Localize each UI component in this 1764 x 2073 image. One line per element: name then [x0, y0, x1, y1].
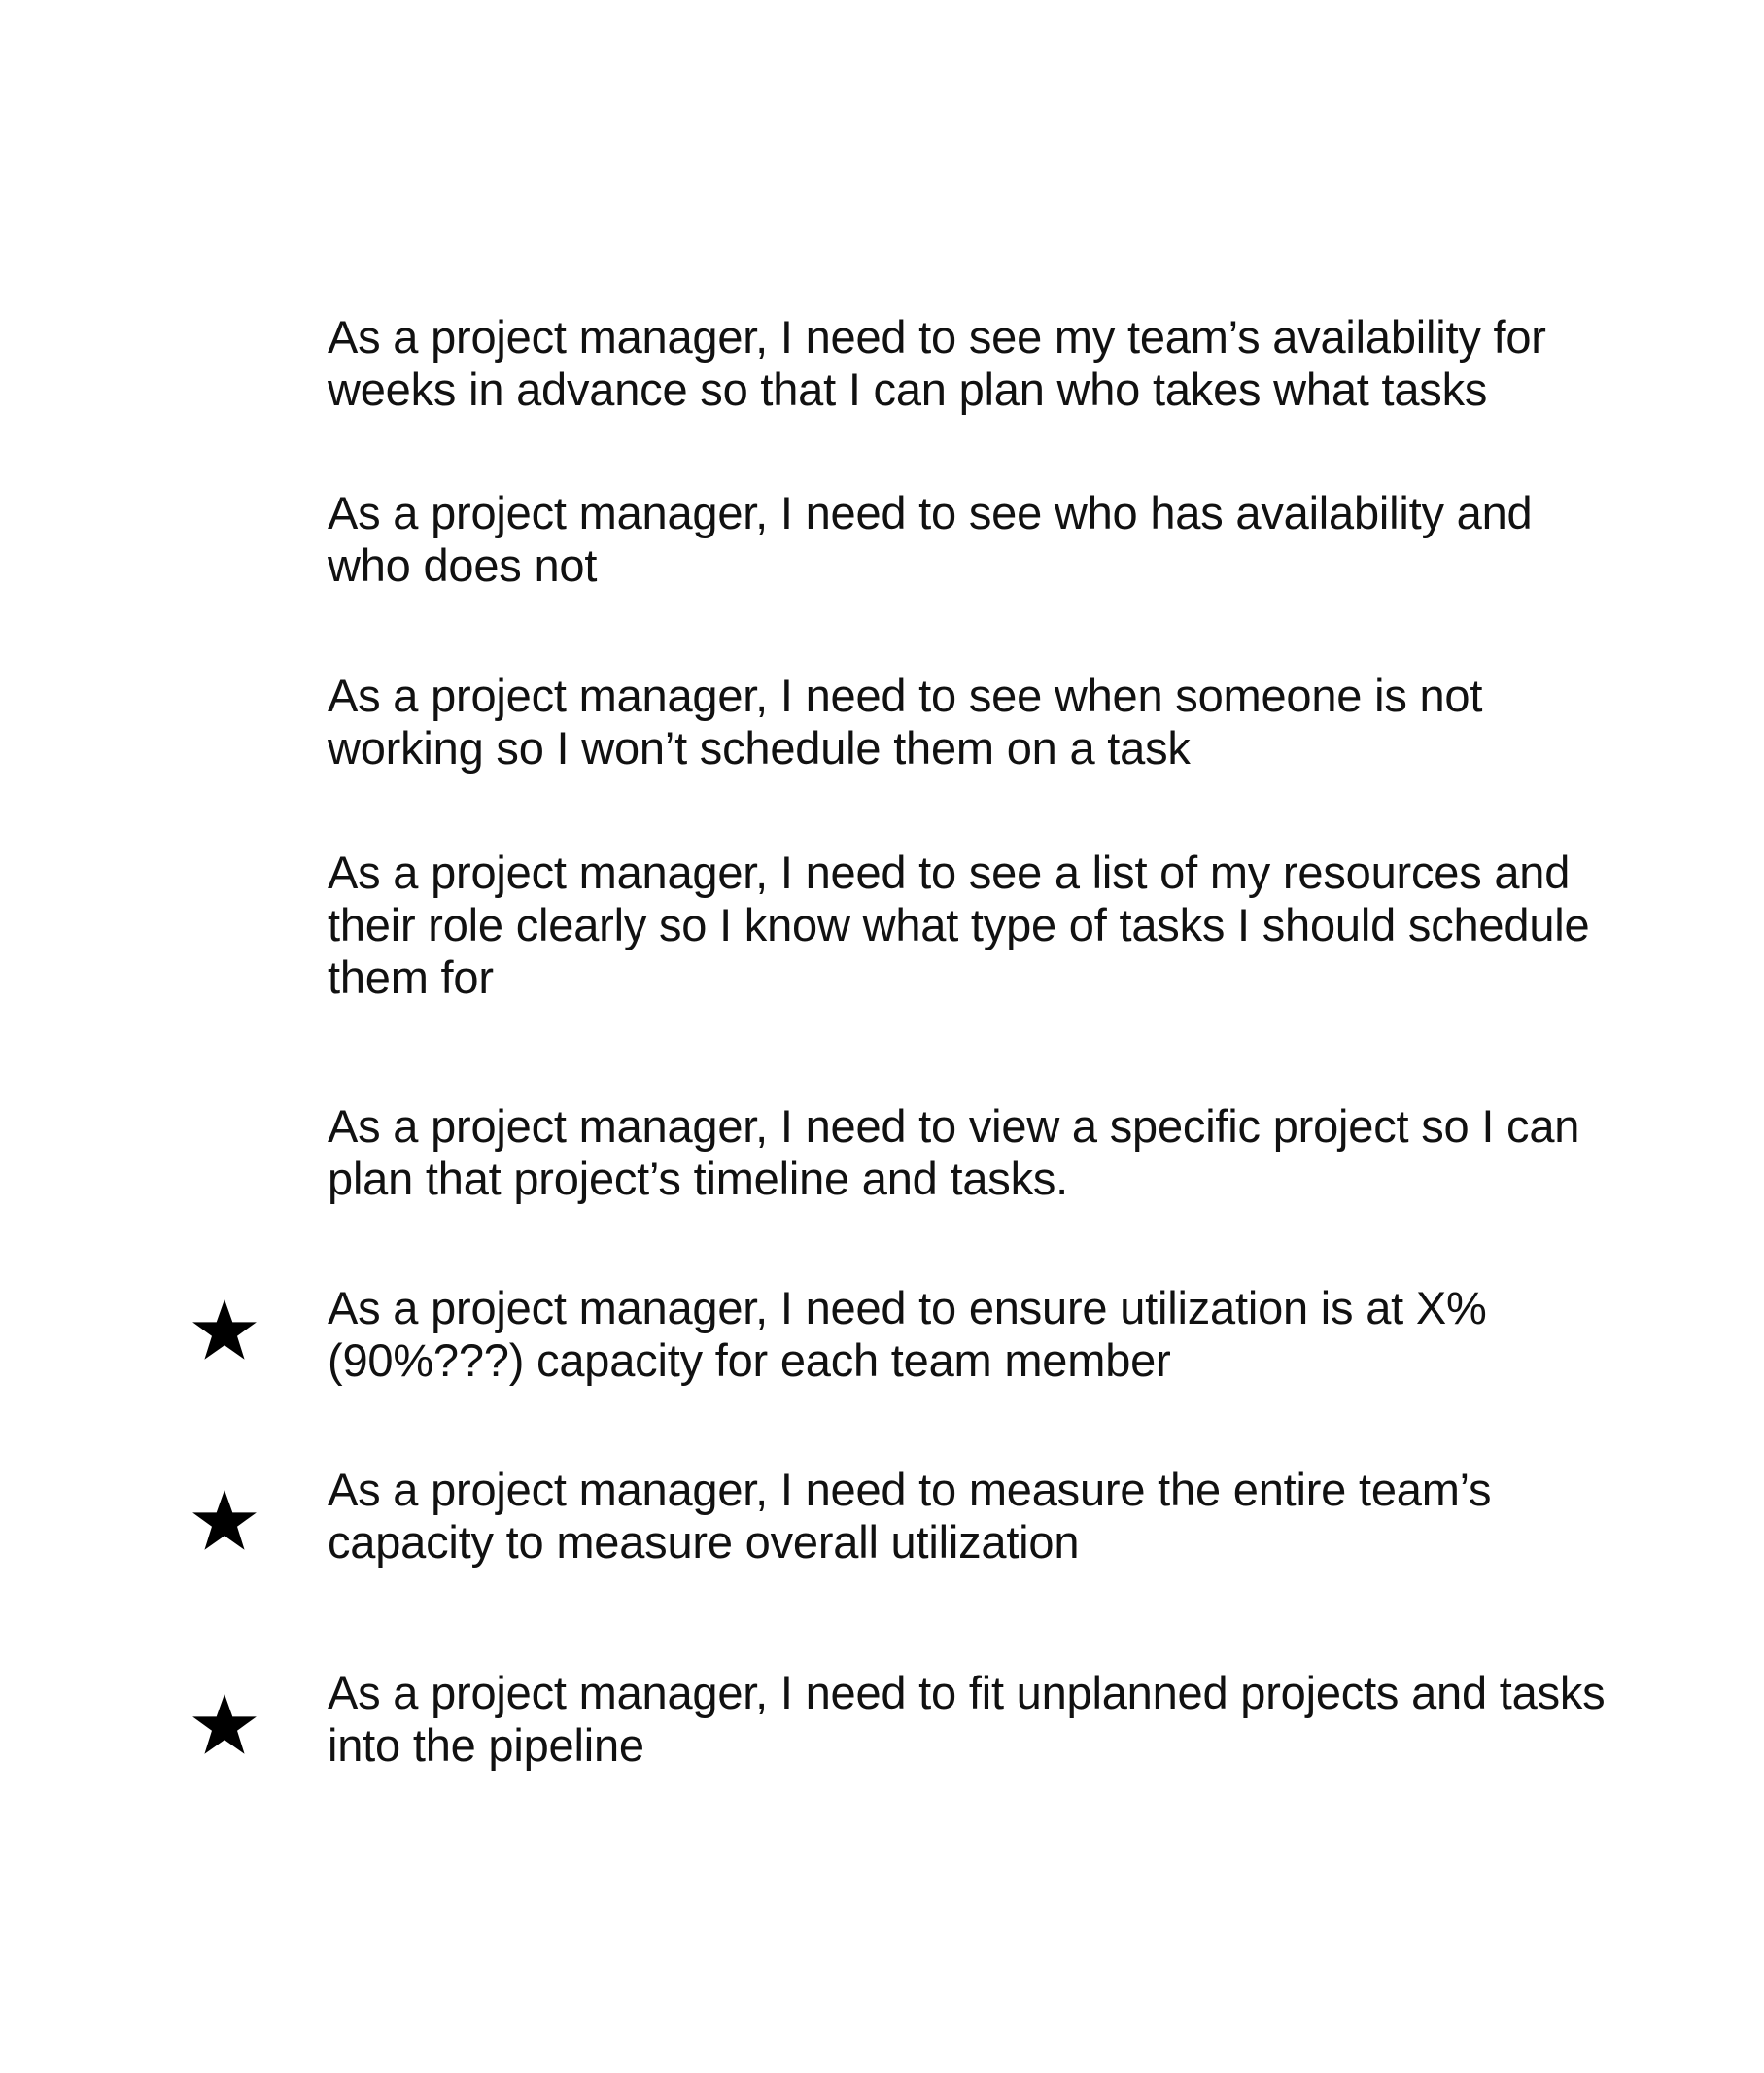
user-story-8: As a project manager, I need to fit unplanned projects and tasks into the pipeline: [328, 1667, 1606, 1771]
user-story-6: As a project manager, I need to ensure utilization is at X% (90%???) capacity for each team member: [328, 1282, 1487, 1386]
user-story-4: As a project manager, I need to see a list of my resources and their role clearly so I know what type of tasks I should schedule them for: [328, 846, 1590, 1003]
user-story-1: As a project manager, I need to see my team’s availability for weeks in advance so that I can plan who takes what tasks: [328, 311, 1546, 415]
user-story-5: As a project manager, I need to view a specific project so I can plan that project’s timeline and tasks.: [328, 1100, 1580, 1204]
user-story-2: As a project manager, I need to see who has availability and who does not: [328, 487, 1533, 591]
user-story-7: As a project manager, I need to measure the entire team’s capacity to measure overall utilization: [328, 1464, 1492, 1568]
user-story-3: As a project manager, I need to see when someone is not working so I won’t schedule them on a task: [328, 670, 1483, 774]
star-icon: [190, 1297, 259, 1365]
star-icon: [190, 1692, 259, 1760]
star-icon: [190, 1488, 259, 1556]
